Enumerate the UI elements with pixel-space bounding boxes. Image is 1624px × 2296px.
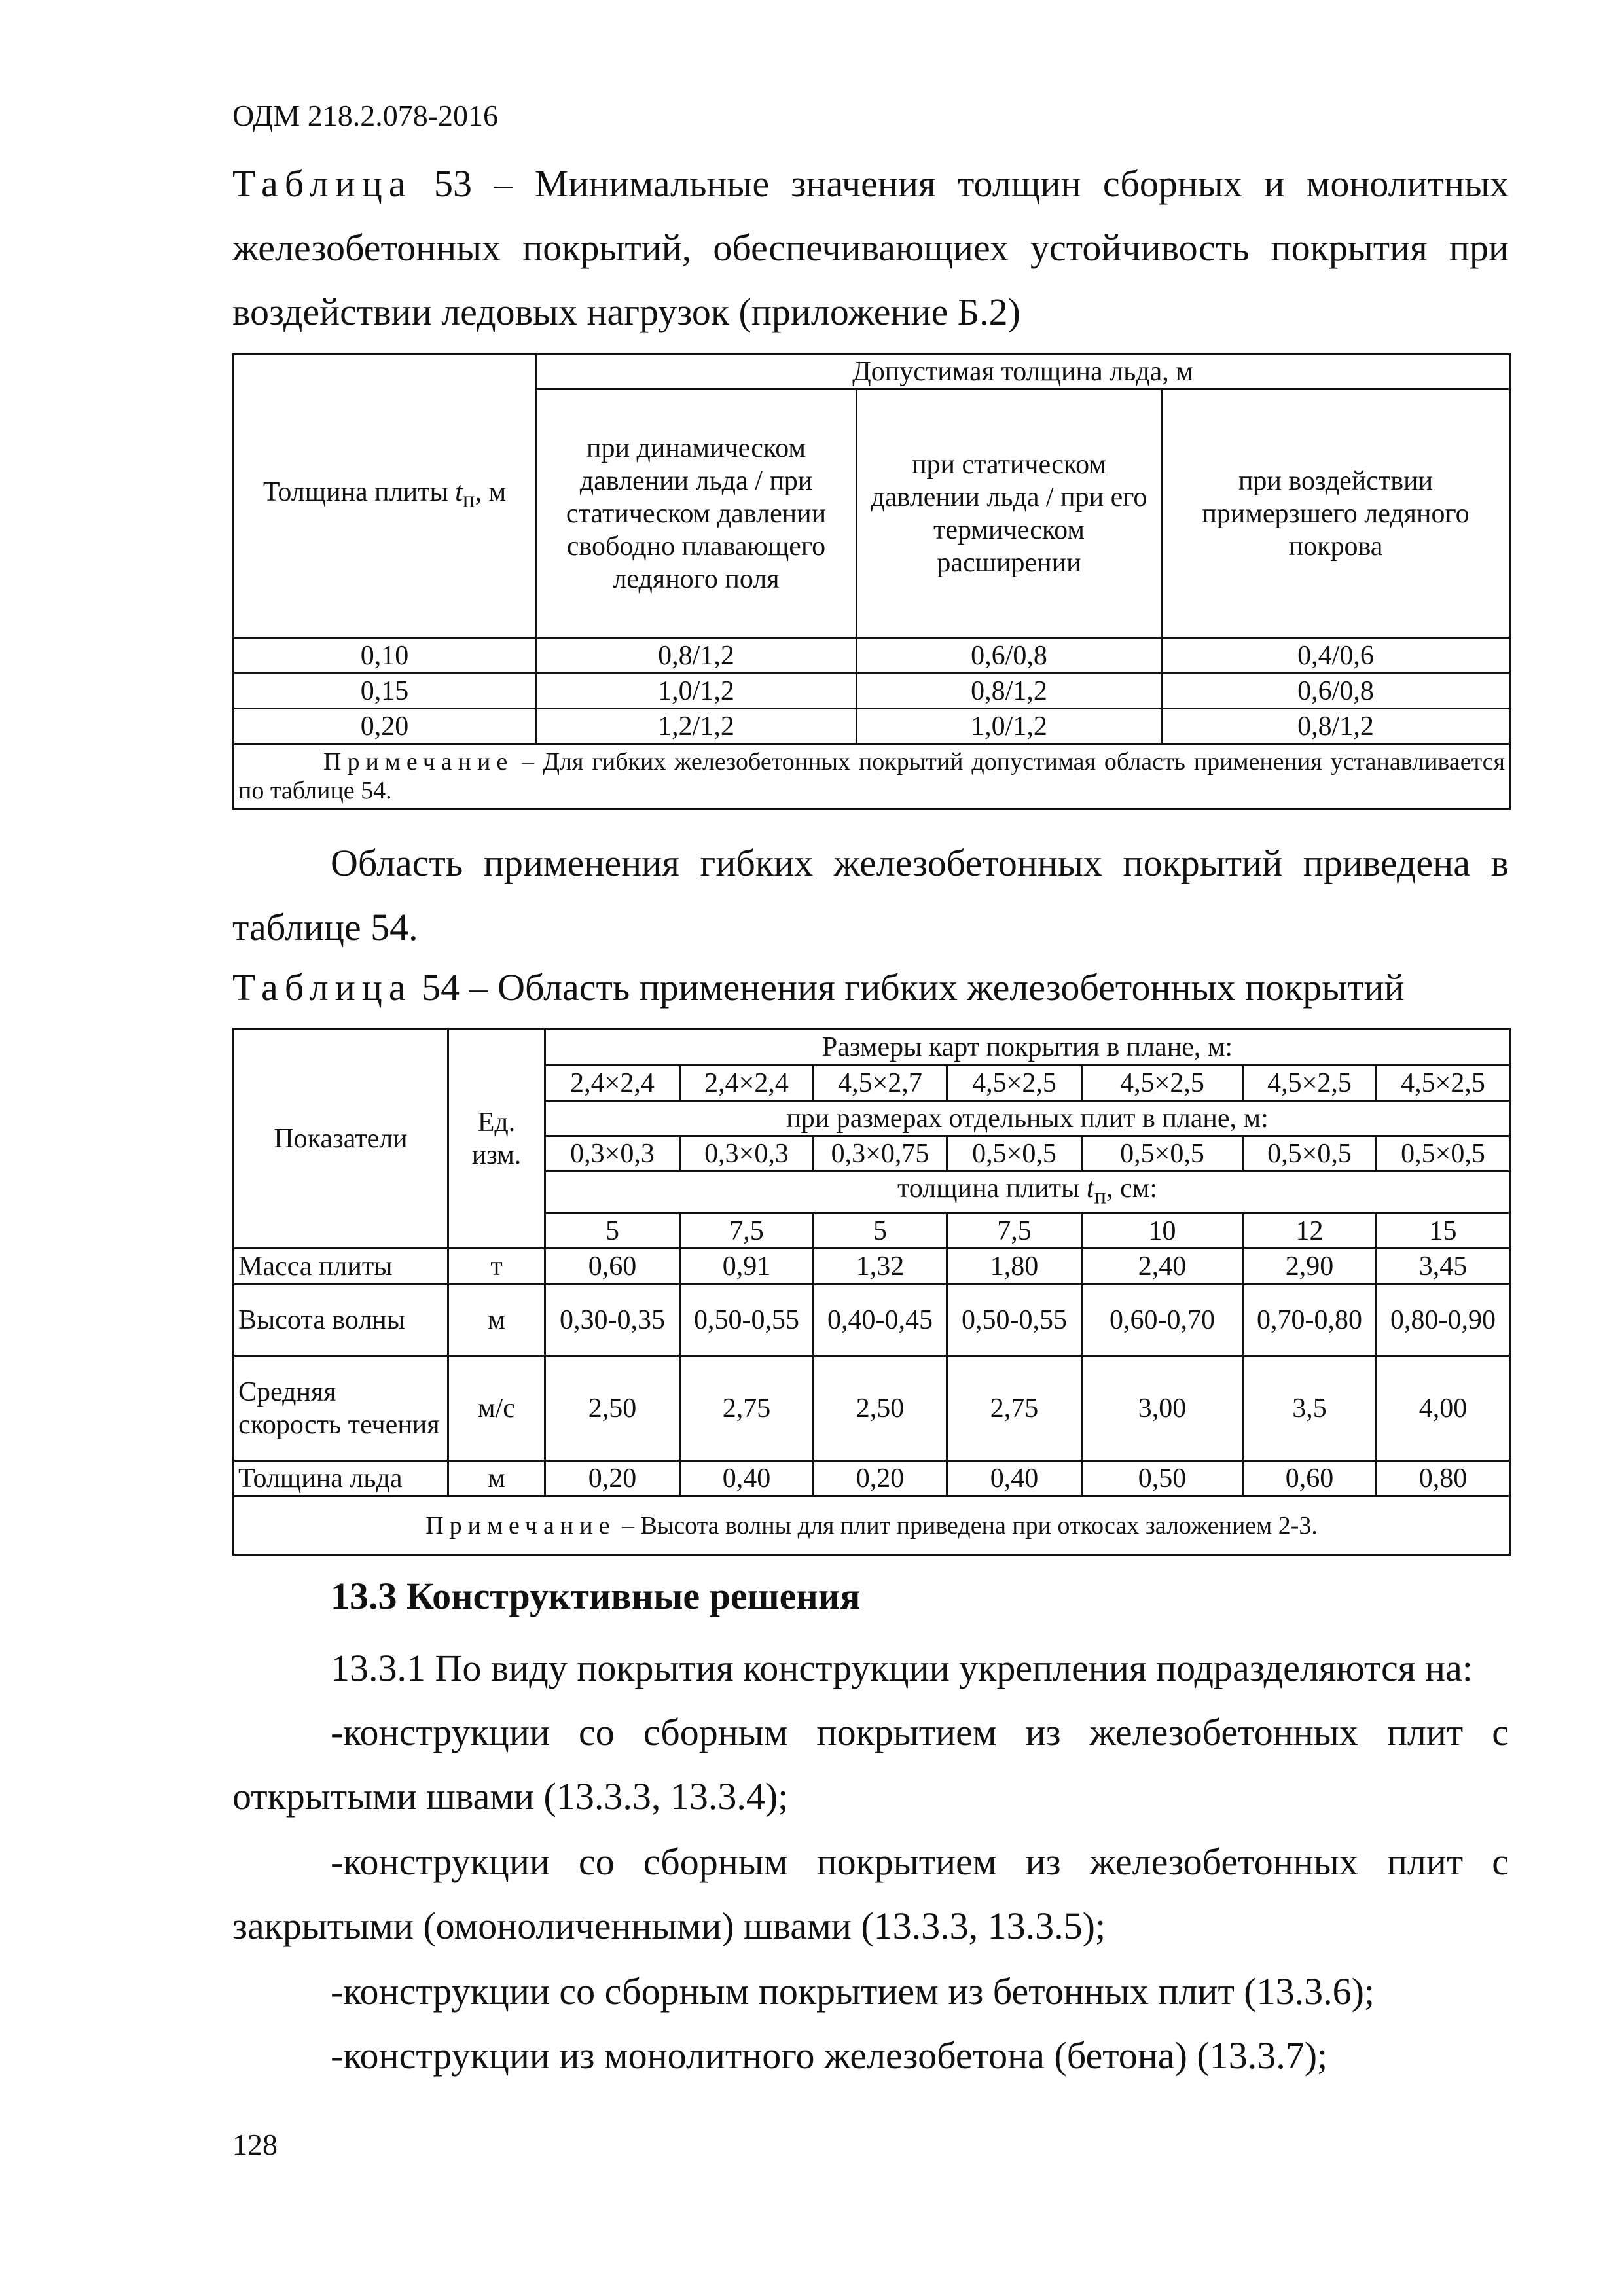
table-cell: 0,50-0,55 <box>680 1284 814 1356</box>
list-item: -конструкции со сборным покрытием из бетонных плит (13.3.6); <box>331 1970 1375 2013</box>
table-cell: 0,4/0,6 <box>1162 638 1510 673</box>
table-cell: 1,0/1,2 <box>536 673 857 709</box>
table-cell: 0,6/0,8 <box>857 638 1162 673</box>
table-cell: 0,3×0,75 <box>814 1136 947 1172</box>
table-cell: 4,00 <box>1377 1356 1510 1461</box>
table53-subheader-1: при динамическом давлении льда / при статическом давлении свободно плавающего ледяного поля <box>536 389 857 638</box>
table-cell: 0,5×0,5 <box>1243 1136 1377 1172</box>
table-cell: 4,5×2,5 <box>1377 1066 1510 1101</box>
table53-caption <box>232 152 1509 344</box>
table-cell: 2,40 <box>1082 1249 1243 1284</box>
table-cell: 0,80 <box>1377 1461 1510 1496</box>
section-paragraph-1: 13.3.1 По виду покрытия конструкции укрепления подразделяются на: <box>331 1647 1473 1689</box>
table-cell: 2,90 <box>1243 1249 1377 1284</box>
table-cell: 4,5×2,5 <box>1243 1066 1377 1101</box>
table53-subheader-2: при статическом давлении льда / при его термическом расширении <box>857 389 1162 638</box>
table-cell: 0,50 <box>1082 1461 1243 1496</box>
table-cell: 4,5×2,5 <box>1082 1066 1243 1101</box>
table-cell: 0,8/1,2 <box>857 673 1162 709</box>
row-unit: м <box>448 1284 545 1356</box>
table-cell: 2,75 <box>947 1356 1082 1461</box>
table54-slabs-header: при размерах отдельных плит в плане, м: <box>545 1101 1510 1136</box>
table-cell: 3,00 <box>1082 1356 1243 1461</box>
table-cell: 0,20 <box>545 1461 680 1496</box>
table-cell: 0,5×0,5 <box>947 1136 1082 1172</box>
row-unit: м <box>448 1461 545 1496</box>
table-cell: 2,4×2,4 <box>545 1066 680 1101</box>
table-cell: 0,60 <box>1243 1461 1377 1496</box>
list-item: -конструкции со сборным покрытием из железобетонных плит с открытыми швами (13.3.3, 13.3.4); <box>232 1711 1509 1818</box>
table-cell: 0,40-0,45 <box>814 1284 947 1356</box>
table-cell: 1,0/1,2 <box>857 709 1162 744</box>
table-cell: 0,8/1,2 <box>1162 709 1510 744</box>
table-cell: 0,5×0,5 <box>1377 1136 1510 1172</box>
table-cell: 0,20 <box>234 709 536 744</box>
table54-cards-header: Размеры карт покрытия в плане, м: <box>545 1029 1510 1066</box>
table-cell: 0,70-0,80 <box>1243 1284 1377 1356</box>
table-cell: 5 <box>545 1213 680 1249</box>
table-cell: 0,80-0,90 <box>1377 1284 1510 1356</box>
table54-note: Примечание – Высота волны для плит приведена при откосах заложением 2-3. <box>234 1496 1510 1555</box>
table-cell: 0,30-0,35 <box>545 1284 680 1356</box>
table-row <box>234 1461 1510 1496</box>
table-cell: 7,5 <box>947 1213 1082 1249</box>
table-cell: 0,8/1,2 <box>536 638 857 673</box>
table-cell: 2,50 <box>814 1356 947 1461</box>
table-cell: 0,15 <box>234 673 536 709</box>
table54-col0-header: Показатели <box>234 1029 448 1249</box>
table-cell: 2,50 <box>545 1356 680 1461</box>
table-row <box>234 1249 1510 1284</box>
table-cell: 10 <box>1082 1213 1243 1249</box>
table-cell: 5 <box>814 1213 947 1249</box>
table-cell: 0,3×0,3 <box>545 1136 680 1172</box>
table-cell: 0,60 <box>545 1249 680 1284</box>
table-row <box>234 1356 1510 1461</box>
table-cell: 1,2/1,2 <box>536 709 857 744</box>
table-cell: 0,20 <box>814 1461 947 1496</box>
table-cell: 15 <box>1377 1213 1510 1249</box>
table53-caption-text: 53 – Минимальные значения толщин сборных и монолитных железобетонных покрытий, обеспечивающиех устойчивость покрытия при воздействии ледовых нагрузок (приложение Б.2) <box>232 162 1509 333</box>
table-cell: 0,50-0,55 <box>947 1284 1082 1356</box>
row-label: Средняя скорость течения <box>234 1356 448 1461</box>
paragraph-between: Область применения гибких железобетонных покрытий приведена в таблице 54. <box>232 842 1509 948</box>
table-row <box>234 673 1510 709</box>
table54-caption-label: Таблица <box>232 966 412 1009</box>
table-cell: 1,80 <box>947 1249 1082 1284</box>
table-cell: 0,6/0,8 <box>1162 673 1510 709</box>
table-cell: 0,40 <box>947 1461 1082 1496</box>
table54-caption-text: 54 – Область применения гибких железобетонных покрытий <box>412 966 1405 1009</box>
table53-subheader-3: при воздействии примерзшего ледяного покрова <box>1162 389 1510 638</box>
table-cell: 0,10 <box>234 638 536 673</box>
table53-col0-header: Толщина плиты $t_п$, м <box>234 355 536 638</box>
table-cell: 4,5×2,5 <box>947 1066 1082 1101</box>
table-cell: 3,5 <box>1243 1356 1377 1461</box>
row-label: Масса плиты <box>234 1249 448 1284</box>
list-item: -конструкции со сборным покрытием из железобетонных плит с закрытыми (омоноличенными) швами (13.3.3, 13.3.5); <box>232 1840 1509 1947</box>
table-cell: 0,3×0,3 <box>680 1136 814 1172</box>
table-cell: 0,40 <box>680 1461 814 1496</box>
table-cell: 2,4×2,4 <box>680 1066 814 1101</box>
table54-col1-header: Ед. изм. <box>448 1029 545 1249</box>
table-row <box>234 638 1510 673</box>
table-cell: 0,5×0,5 <box>1082 1136 1243 1172</box>
page-number: 128 <box>232 2128 278 2161</box>
table-cell: 7,5 <box>680 1213 814 1249</box>
table-54 <box>232 1028 1511 1556</box>
table-cell: 0,60-0,70 <box>1082 1284 1243 1356</box>
table-cell: 2,75 <box>680 1356 814 1461</box>
row-label: Толщина льда <box>234 1461 448 1496</box>
table-cell: 0,91 <box>680 1249 814 1284</box>
table54-caption <box>232 956 1509 1020</box>
document-code: ОДМ 218.2.078-2016 <box>232 99 499 132</box>
table-cell: 12 <box>1243 1213 1377 1249</box>
section-title: 13.3 Конструктивные решения <box>331 1575 861 1617</box>
table-row <box>234 1284 1510 1356</box>
table-cell: 4,5×2,7 <box>814 1066 947 1101</box>
table54-thickness-header: толщина плиты $t_п$, см: <box>545 1172 1510 1213</box>
table53-note: Примечание – Для гибких железобетонных покрытий допустимая область применения устанавливается по таблице 54. <box>234 744 1510 809</box>
list-item: -конструкции из монолитного железобетона (бетона) (13.3.7); <box>331 2034 1328 2077</box>
row-unit: м/с <box>448 1356 545 1461</box>
table-row <box>234 709 1510 744</box>
row-unit: т <box>448 1249 545 1284</box>
table-cell: 1,32 <box>814 1249 947 1284</box>
table-53 <box>232 353 1511 810</box>
table53-caption-label: Таблица <box>232 162 412 205</box>
row-label: Высота волны <box>234 1284 448 1356</box>
table53-group-header: Допустимая толщина льда, м <box>536 355 1510 389</box>
table-cell: 3,45 <box>1377 1249 1510 1284</box>
